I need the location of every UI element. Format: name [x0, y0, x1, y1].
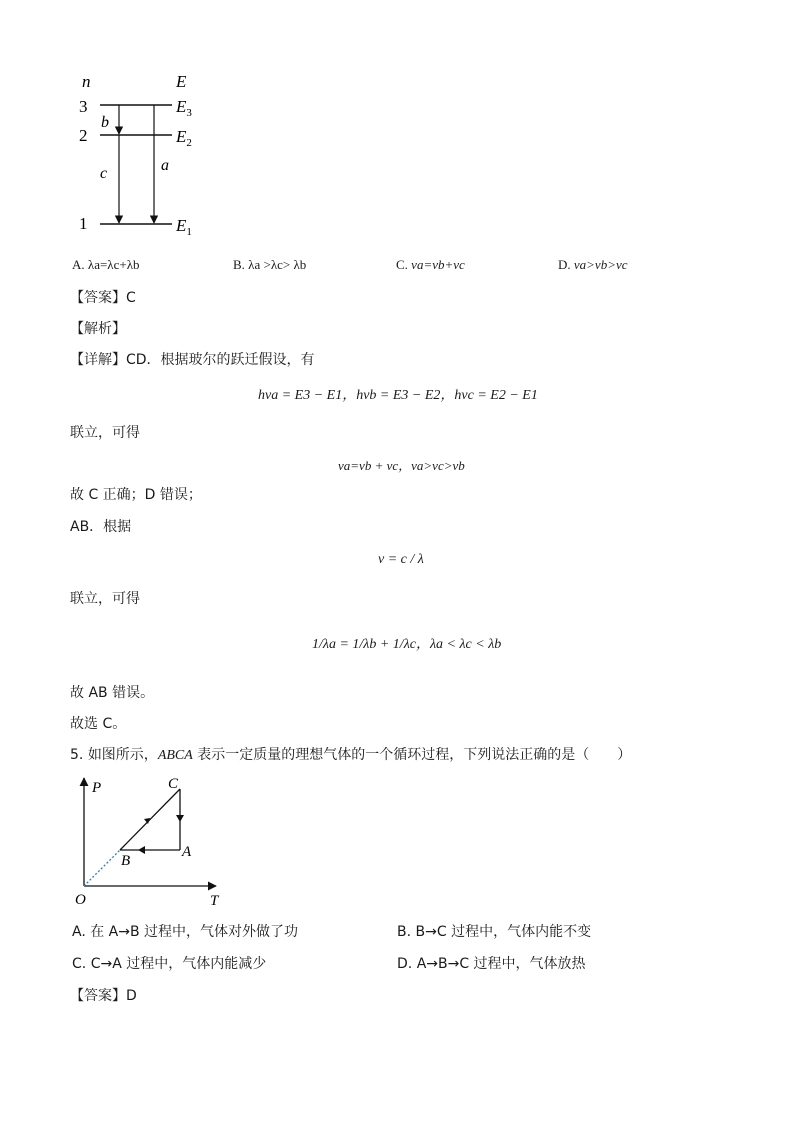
q4-option-c: C. νa=νb+νc — [396, 257, 465, 272]
q4-conclusion-1: 故 C 正确；D 错误； — [70, 487, 202, 503]
q4-option-d: D. νa>νb>νc — [558, 257, 628, 272]
q4-combine-2: 联立，可得 — [70, 591, 140, 607]
q4-conclusion-2: 故 AB 错误。 — [70, 685, 155, 701]
q4-equation-3: ν = c / λ — [378, 552, 424, 567]
arrow-c-to-a — [176, 815, 184, 822]
energy-level-diagram — [70, 68, 210, 238]
segment-b-c — [120, 789, 180, 850]
q4-combine-1: 联立，可得 — [70, 425, 140, 441]
p-axis-label: P — [92, 780, 102, 796]
origin-label: O — [75, 892, 86, 908]
level-3-n: 3 — [79, 97, 88, 116]
t-axis-label: T — [210, 893, 219, 909]
q4-ab-intro: AB．根据 — [70, 519, 132, 535]
q5-option-a: A. 在 A→B 过程中，气体对外做了功 — [72, 924, 299, 940]
transition-a-label: a — [161, 157, 169, 174]
transition-c-label: c — [100, 165, 108, 182]
q4-choose: 故选 C。 — [70, 716, 127, 732]
q4-analysis-tag: 【解析】 — [70, 321, 126, 337]
transition-b-label: b — [101, 114, 109, 131]
p-t-graph — [70, 772, 230, 910]
level-1-n: 1 — [79, 214, 88, 233]
q4-equation-4: 1/λa = 1/λb + 1/λc，λa < λc < λb — [312, 637, 502, 652]
arrow-a-to-b — [138, 846, 145, 854]
q4-option-b: B. λa >λc> λb — [233, 257, 307, 272]
q4-detail: 【详解】CD．根据玻尔的跃迁假设，有 — [70, 352, 315, 368]
n-axis-label: n — [82, 72, 91, 91]
q5-option-d: D. A→B→C 过程中，气体放热 — [397, 956, 586, 972]
q4-equation-1: hνa = E3 − E1，hνb = E3 − E2，hνc = E2 − E1 — [258, 388, 538, 403]
q5-answer: 【答案】D — [70, 988, 137, 1004]
level-3-energy: $E_3$ — [176, 97, 192, 119]
level-2-n: 2 — [79, 126, 88, 145]
q4-answer: 【答案】C — [70, 290, 136, 306]
e-axis-label: E — [176, 72, 187, 91]
point-c-label: C — [168, 776, 179, 792]
level-1-energy: $E_1$ — [176, 216, 192, 238]
dotted-extension — [84, 850, 120, 886]
q5-option-b: B. B→C 过程中，气体内能不变 — [397, 924, 592, 940]
point-a-label: A — [182, 844, 192, 860]
q4-equation-2: νa=νb + νc，νa>νc>νb — [338, 458, 465, 473]
q5-option-c: C. C→A 过程中，气体内能减少 — [72, 956, 267, 972]
q4-option-a: A. λa=λc+λb — [72, 257, 140, 272]
point-b-label: B — [121, 853, 131, 869]
level-2-energy: $E_2$ — [176, 127, 192, 149]
q5-stem: 5. 如图所示，ABCA 表示一定质量的理想气体的一个循环过程，下列说法正确的是（ ） — [70, 747, 632, 763]
